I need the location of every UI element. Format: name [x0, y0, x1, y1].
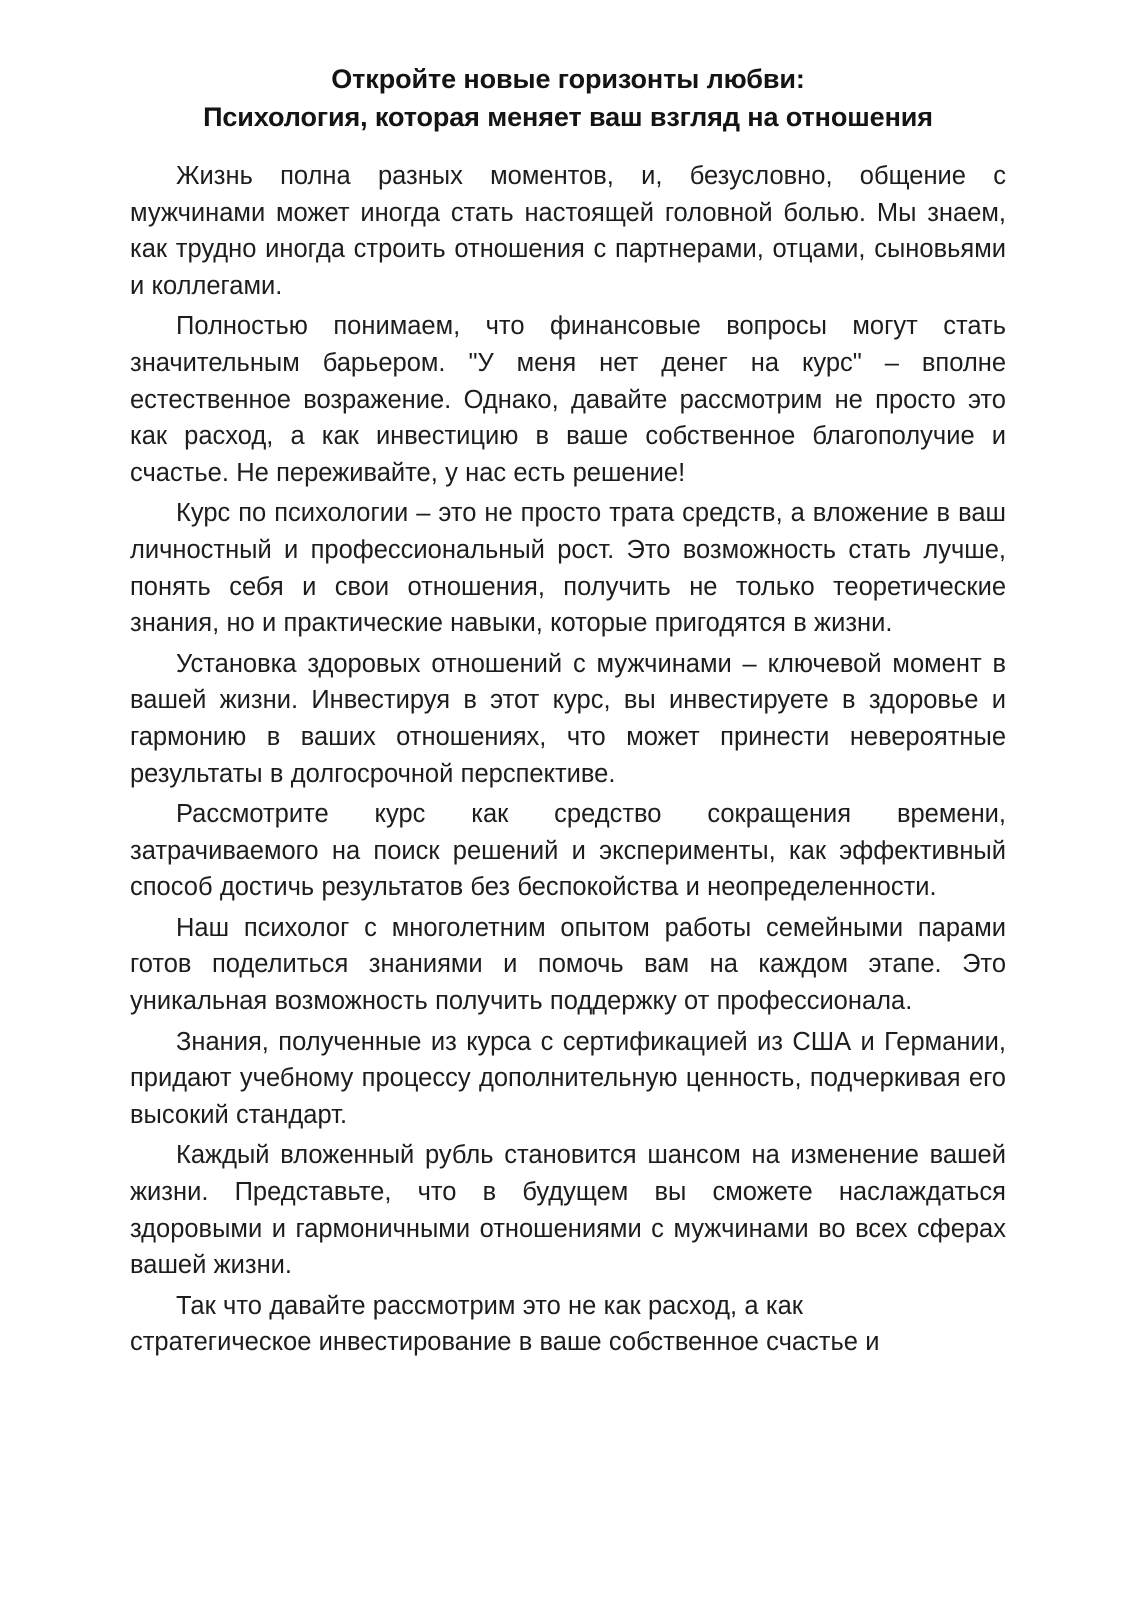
- paragraph-7: Знания, полученные из курса с сертификацией из США и Германии, придают учебному процессу дополнительную ценность, подчеркивая его высокий стандарт.: [130, 1027, 1006, 1129]
- paragraph-4: Установка здоровых отношений с мужчинами – ключевой момент в вашей жизни. Инвестируя в этот курс, вы инвестируете в здоровье и гармонию в ваших отношениях, что может принести невероятные результаты в долгосрочной перспективе.: [130, 649, 1006, 788]
- paragraph-8: Каждый вложенный рубль становится шансом на изменение вашей жизни. Представьте, что в будущем вы сможете наслаждаться здоровыми и гармоничными отношениями с мужчинами во всех сферах вашей жизни.: [130, 1141, 1006, 1280]
- paragraph-9-head: Так что давайте рассмотрим это не как расход, а как: [176, 1291, 803, 1320]
- paragraph-3: Курс по психологии – это не просто трата средств, а вложение в ваш личностный и профессиональный рост. Это возможность стать лучше, понять себя и свои отношения, получить не только теоретические знания, но и практические навыки, которые пригодятся в жизни.: [130, 499, 1006, 638]
- paragraph-1: Жизнь полна разных моментов, и, безусловно, общение с мужчинами может иногда стать настоящей головной болью. Мы знаем, как трудно иногда строить отношения с партнерами, отцами, сыновьями и коллегами.: [130, 162, 1006, 300]
- document-body: [130, 60, 1006, 1361]
- paragraph-9: [130, 1288, 1006, 1361]
- page-title: [130, 60, 1006, 136]
- paragraph-6: Наш психолог с многолетним опытом работы семейными парами готов поделиться знаниями и помочь вам на каждом этапе. Это уникальная возможность получить поддержку от профессионала.: [130, 913, 1006, 1016]
- page-title-line-2: Психология, которая меняет ваш взгляд на отношения: [203, 102, 933, 132]
- paragraph-9-tail: стратегическое инвестирование в ваше собственное счастье и: [130, 1328, 880, 1357]
- paragraph-2: Полностью понимаем, что финансовые вопросы могут стать значительным барьером. "У меня нет денег на курс" – вполне естественное возражение. Однако, давайте рассмотрим не просто это как расход, а как инвестицию в ваше собственное благополучие и счастье. Не переживайте, у нас есть решение!: [130, 312, 1006, 487]
- paragraph-5: Рассмотрите курс как средство сокращения времени, затрачиваемого на поиск решений и эксперименты, как эффективный способ достичь результатов без беспокойства и неопределенности.: [130, 800, 1006, 902]
- page-title-line-1: Откройте новые горизонты любви:: [331, 64, 805, 94]
